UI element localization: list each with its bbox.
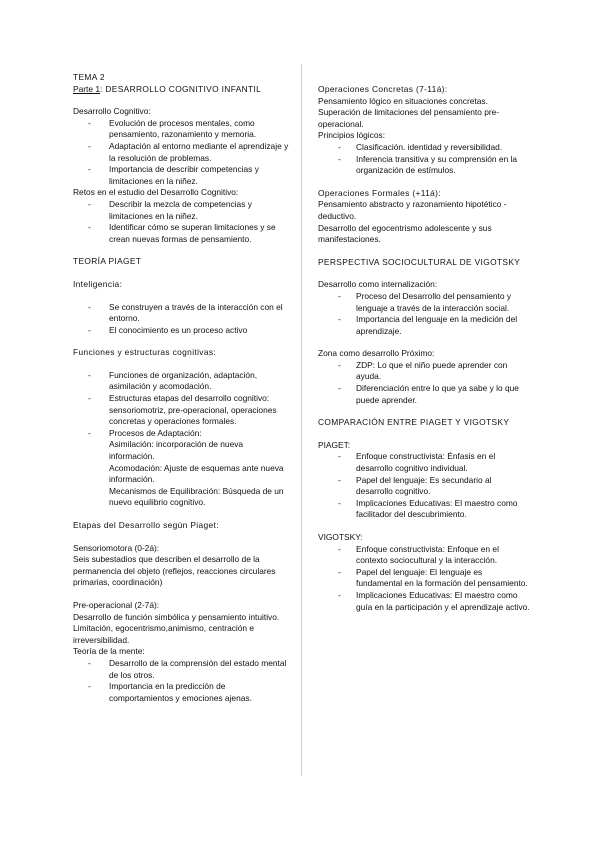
right-column bbox=[318, 84, 530, 613]
list-item: - Papel del lenguaje: Es secundario al desarrollo cognitivo. bbox=[338, 474, 492, 497]
parte-prefix: Parte 1 bbox=[73, 83, 101, 94]
list-item: - El conocimiento es un proceso activo bbox=[88, 324, 248, 335]
preoperacional-text: Desarrollo de función simbólica y pensamiento intuitivo. bbox=[73, 611, 280, 622]
list-item: - Importancia en la predicción de comportamientos y emociones ajenas. bbox=[88, 681, 252, 703]
desarrollo-heading: Desarrollo Cognitivo: bbox=[73, 106, 151, 117]
inteligencia-heading: Inteligencia: bbox=[73, 278, 123, 289]
list-item: - Enfoque constructivista: Énfasis en el desarrollo cognitivo individual. bbox=[338, 451, 496, 474]
formales-text: Pensamiento abstracto y razonamiento hipotético - deductivo. bbox=[318, 199, 507, 221]
retos-heading: Retos en el estudio del Desarrollo Cognitivo: bbox=[73, 187, 239, 198]
parte-heading: : DESARROLLO COGNITIVO INFANTIL bbox=[100, 83, 262, 94]
sensoriomotora-heading: Sensoriomotora (0-2á): bbox=[73, 542, 160, 553]
procesos-sub-item: Asimilación: incorporación de nueva información. bbox=[109, 439, 244, 462]
preoperacional-text: Limitación, egocentrismo,animismo, centración e irreversibilidad. bbox=[73, 623, 255, 645]
tema-label: TEMA 2 bbox=[73, 72, 105, 82]
concretas-text: Superación de limitaciones del pensamiento pre-operacional. bbox=[318, 107, 500, 129]
zdp-heading: Zona como desarrollo Próximo: bbox=[318, 348, 435, 359]
sensoriomotora-text: Seis subestadios que describen el desarrollo de la permanencia del objeto (reflejos, reacciones circulares primarias, coordinación) bbox=[73, 554, 276, 588]
parte-title bbox=[73, 84, 291, 96]
left-column bbox=[73, 72, 291, 704]
list-item: - Funciones de organización, adaptación, asimilación y acomodación. bbox=[88, 369, 258, 392]
list-item: - Importancia del lenguaje en la medición del aprendizaje. bbox=[338, 314, 518, 336]
funciones-heading: Funciones y estructuras cognitivas: bbox=[73, 347, 217, 358]
list-item: - Procesos de Adaptación: bbox=[88, 427, 202, 438]
comparacion-section-title: COMPARACIÓN ENTRE PIAGET Y VIGOTSKY bbox=[318, 417, 510, 428]
list-item: - Enfoque constructivista: Enfoque en el contexto sociocultural y la interacción. bbox=[338, 543, 499, 566]
list-item: - ZDP: Lo que el niño puede aprender con ayuda. bbox=[338, 359, 508, 382]
concretas-heading: Operaciones Concretas (7-11á): bbox=[318, 84, 448, 94]
teoria-mente-heading: Teoría de la mente: bbox=[73, 646, 145, 657]
list-item: - Papel del lenguaje: El lenguaje es fundamental en la formación del pensamiento. bbox=[338, 566, 528, 589]
list-item: - Desarrollo de la comprensión del estado mental de los otros. bbox=[88, 657, 287, 680]
formales-text: Desarrollo del egocentrismo adolescente y sus manifestaciones. bbox=[318, 222, 492, 245]
list-item: - Se construyen a través de la interacción con el entorno. bbox=[88, 301, 283, 324]
piaget-section-title: TEORÍA PIAGET bbox=[73, 256, 142, 267]
list-item: - Inferencia transitiva y su comprensión en la organización de estímulos. bbox=[338, 153, 518, 176]
list-item: - Describir la mezcla de competencias y limitaciones en la niñez. bbox=[88, 198, 252, 221]
formales-heading: Operaciones Formales (+11á): bbox=[318, 187, 441, 198]
procesos-sub-item: Acomodación: Ajuste de esquemas ante nueva información. bbox=[109, 462, 284, 485]
preoperacional-heading: Pre-operacional (2-7á): bbox=[73, 599, 160, 610]
vigotsky-label: VIGOTSKY: bbox=[318, 532, 363, 542]
list-item: - Importancia de describir competencias y limitaciones en la niñez. bbox=[88, 164, 259, 186]
internalizacion-heading: Desarrollo como internalización: bbox=[318, 279, 438, 290]
piaget-label: PIAGET: bbox=[318, 439, 351, 450]
list-item: - Implicaciones Educativas: El maestro como facilitador del descubrimiento. bbox=[338, 497, 518, 520]
list-item: - Identificar cómo se superan limitaciones y se crean nuevas formas de pensamiento. bbox=[88, 222, 276, 244]
etapas-heading: Etapas del Desarrollo según Piaget: bbox=[73, 520, 219, 530]
procesos-sub-item: Mecanismos de Equilibración: Búsqueda de un nuevo equilibrio cognitivo. bbox=[109, 485, 284, 508]
list-item: - Diferenciación entre lo que ya sabe y lo que puede aprender. bbox=[338, 383, 519, 405]
list-item: - Implicaciones Educativas: El maestro como guía en la participación y el aprendizaje activo. bbox=[338, 589, 530, 612]
principios-heading: Principios lógicos: bbox=[318, 130, 386, 141]
list-item: - Adaptación al entorno mediante el aprendizaje y la resolución de problemas. bbox=[88, 140, 289, 163]
list-item: - Proceso del Desarrollo del pensamiento y lenguaje a través de la interacción social. bbox=[338, 290, 512, 313]
concretas-text: Pensamiento lógico en situaciones concretas. bbox=[318, 95, 488, 106]
vigotsky-section-title: PERSPECTIVA SOCIOCULTURAL DE VIGOTSKY bbox=[318, 256, 521, 267]
column-divider bbox=[301, 64, 302, 776]
list-item: - Estructuras etapas del desarrollo cognitivo: sensoriomotriz, pre-operacional, operaciones concretas y operaciones formales. bbox=[88, 393, 277, 427]
list-item: - Evolución de procesos mentales, como pensamiento, razonamiento y memoria. bbox=[88, 117, 257, 140]
list-item: - Clasificación. identidad y reversibilidad. bbox=[338, 141, 503, 152]
